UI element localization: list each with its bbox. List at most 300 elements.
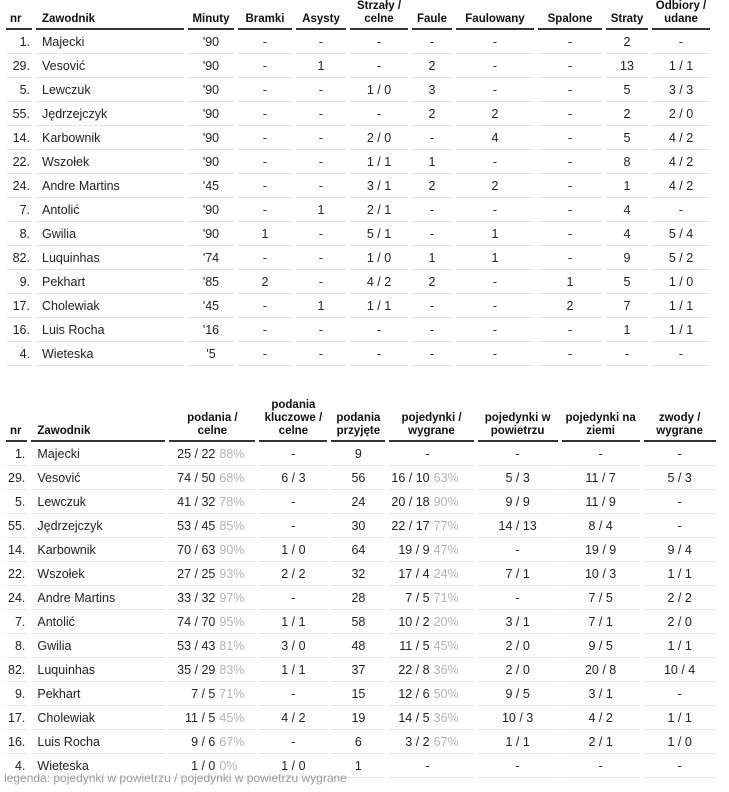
passes-percent: 93%	[219, 566, 245, 581]
shots-cell: 2 / 1	[348, 198, 410, 222]
passes-cell	[167, 730, 257, 754]
losses-cell: 4	[604, 222, 650, 246]
losses-cell: 2	[604, 102, 650, 126]
fouled-cell: 1	[454, 246, 536, 270]
player-name: Antolić	[29, 610, 167, 634]
ground-cell: 19 / 9	[560, 538, 642, 562]
table-row	[6, 318, 712, 342]
header-offsides: Spalone	[536, 0, 604, 29]
fouls-cell: 1	[410, 150, 454, 174]
player-nr: 17.	[6, 294, 34, 318]
tackles-cell: 3 / 3	[650, 78, 712, 102]
duels-value: 17 / 4	[398, 566, 430, 581]
offsides-cell: -	[536, 174, 604, 198]
table-row	[6, 610, 718, 634]
table-row	[6, 270, 712, 294]
passes-cell	[167, 634, 257, 658]
tackles-cell: 4 / 2	[650, 174, 712, 198]
key-passes-cell: -	[257, 730, 329, 754]
goals-cell: 1	[236, 222, 294, 246]
passes-value: 33 / 32	[177, 590, 216, 605]
aerial-cell: -	[476, 586, 560, 610]
dribbles-cell: 2 / 2	[642, 586, 718, 610]
offsides-cell: -	[536, 78, 604, 102]
player-nr: 5.	[6, 78, 34, 102]
offsides-cell: -	[536, 342, 604, 366]
duels-value: 22 / 17	[391, 518, 430, 533]
offsides-cell: 2	[536, 294, 604, 318]
losses-cell: -	[604, 342, 650, 366]
player-name: Andre Martins	[29, 586, 167, 610]
aerial-cell: -	[476, 441, 560, 466]
header-passes: podania / celne	[167, 398, 257, 441]
aerial-cell: 2 / 0	[476, 634, 560, 658]
shots-cell: 1 / 1	[348, 150, 410, 174]
passes-cell	[167, 610, 257, 634]
offsides-cell: 1	[536, 270, 604, 294]
received-cell: 58	[329, 610, 387, 634]
duels-percent: 36%	[433, 662, 459, 677]
duels-cell	[387, 730, 475, 754]
duels-value: 3 / 2	[405, 734, 430, 749]
header-fouled: Faulowany	[454, 0, 536, 29]
passes-percent: 83%	[219, 662, 245, 677]
minutes-cell: '45	[186, 294, 236, 318]
shots-cell: 5 / 1	[348, 222, 410, 246]
aerial-cell: 9 / 5	[476, 682, 560, 706]
minutes-cell: '74	[186, 246, 236, 270]
goals-cell: -	[236, 294, 294, 318]
assists-cell: 1	[294, 198, 348, 222]
losses-cell: 5	[604, 78, 650, 102]
dribbles-cell: 1 / 1	[642, 562, 718, 586]
minutes-cell: '90	[186, 198, 236, 222]
header-key-passes: podania kluczowe / celne	[257, 398, 329, 441]
received-cell: 64	[329, 538, 387, 562]
header-dribbles: zwody / wygrane	[642, 398, 718, 441]
dribbles-cell: 5 / 3	[642, 466, 718, 490]
shots-cell: 4 / 2	[348, 270, 410, 294]
tackles-cell: -	[650, 198, 712, 222]
losses-cell: 5	[604, 270, 650, 294]
offsides-cell: -	[536, 150, 604, 174]
tackles-cell: 1 / 0	[650, 270, 712, 294]
table-row	[6, 490, 718, 514]
fouls-cell: -	[410, 198, 454, 222]
key-passes-cell: 3 / 0	[257, 634, 329, 658]
duels-cell	[387, 490, 475, 514]
header-ground: pojedynki na ziemi	[560, 398, 642, 441]
aerial-cell: 10 / 3	[476, 706, 560, 730]
table-row	[6, 78, 712, 102]
fouls-cell: 3	[410, 78, 454, 102]
duels-cell	[387, 682, 475, 706]
header-minutes: Minuty	[186, 0, 236, 29]
fouled-cell: 1	[454, 222, 536, 246]
passing-header-row	[6, 398, 718, 441]
player-name: Karbownik	[34, 126, 186, 150]
fouls-cell: -	[410, 222, 454, 246]
assists-cell: 1	[294, 294, 348, 318]
player-name: Wieteska	[29, 754, 167, 778]
table-row	[6, 658, 718, 682]
received-cell: 28	[329, 586, 387, 610]
header-nr: nr	[6, 398, 29, 441]
table-row	[6, 294, 712, 318]
duels-percent: 50%	[433, 686, 459, 701]
fouls-cell: -	[410, 294, 454, 318]
player-nr: 55.	[6, 102, 34, 126]
player-name: Cholewiak	[29, 706, 167, 730]
duels-percent: 67%	[433, 734, 459, 749]
table-row	[6, 538, 718, 562]
duels-value: -	[425, 758, 430, 773]
dribbles-cell: -	[642, 682, 718, 706]
passes-value: 41 / 32	[177, 494, 216, 509]
legend-note: legenda: pojedynki w powietrzu / pojedynki w powietrzu wygrane	[4, 771, 347, 785]
fouls-cell: 2	[410, 174, 454, 198]
player-nr: 29.	[6, 466, 29, 490]
table-row	[6, 706, 718, 730]
header-losses: Straty	[604, 0, 650, 29]
losses-cell: 13	[604, 54, 650, 78]
goals-cell: -	[236, 246, 294, 270]
fouls-cell: -	[410, 342, 454, 366]
offsides-cell: -	[536, 126, 604, 150]
losses-cell: 1	[604, 318, 650, 342]
dribbles-cell: -	[642, 754, 718, 778]
minutes-cell: '90	[186, 78, 236, 102]
passes-value: 27 / 25	[177, 566, 216, 581]
passes-value: 35 / 29	[177, 662, 216, 677]
ground-cell: 7 / 5	[560, 586, 642, 610]
assists-cell: -	[294, 342, 348, 366]
player-nr: 9.	[6, 682, 29, 706]
ground-cell: 3 / 1	[560, 682, 642, 706]
duels-percent: 47%	[433, 542, 459, 557]
shots-cell: -	[348, 318, 410, 342]
received-cell: 6	[329, 730, 387, 754]
dribbles-cell: 9 / 4	[642, 538, 718, 562]
player-nr: 16.	[6, 730, 29, 754]
player-name: Wieteska	[34, 342, 186, 366]
passes-percent: 68%	[219, 470, 245, 485]
assists-cell: -	[294, 270, 348, 294]
header-received: podania przyjęte	[329, 398, 387, 441]
duels-cell	[387, 610, 475, 634]
duels-percent: 45%	[433, 638, 459, 653]
passes-percent: 78%	[219, 494, 245, 509]
offsides-cell: -	[536, 198, 604, 222]
header-tackles: Odbiory / udane	[650, 0, 712, 29]
duels-value: 12 / 6	[398, 686, 430, 701]
player-nr: 82.	[6, 246, 34, 270]
passes-cell	[167, 441, 257, 466]
passes-cell	[167, 706, 257, 730]
table-row	[6, 342, 712, 366]
player-name: Pekhart	[34, 270, 186, 294]
player-nr: 7.	[6, 198, 34, 222]
received-cell: 56	[329, 466, 387, 490]
goals-cell: -	[236, 78, 294, 102]
player-name: Lewczuk	[29, 490, 167, 514]
passes-percent: 67%	[219, 734, 245, 749]
passes-percent: 0%	[219, 758, 238, 773]
ground-cell: 2 / 1	[560, 730, 642, 754]
player-name: Cholewiak	[34, 294, 186, 318]
player-nr: 14.	[6, 538, 29, 562]
passes-value: 74 / 70	[177, 614, 216, 629]
received-cell: 19	[329, 706, 387, 730]
key-passes-cell: -	[257, 682, 329, 706]
ground-cell: 10 / 3	[560, 562, 642, 586]
passing-duels-table	[6, 398, 720, 778]
shots-cell: -	[348, 102, 410, 126]
dribbles-cell: -	[642, 514, 718, 538]
duels-cell	[387, 706, 475, 730]
fouled-cell: -	[454, 270, 536, 294]
passes-value: 53 / 43	[177, 638, 216, 653]
key-passes-cell: 1 / 0	[257, 538, 329, 562]
minutes-cell: '5	[186, 342, 236, 366]
fouled-cell: 4	[454, 126, 536, 150]
passes-cell	[167, 514, 257, 538]
passes-percent: 90%	[219, 542, 245, 557]
passes-cell	[167, 466, 257, 490]
fouled-cell: -	[454, 150, 536, 174]
header-goals: Bramki	[236, 0, 294, 29]
table-row	[6, 730, 718, 754]
duels-percent: 77%	[433, 518, 459, 533]
goals-cell: -	[236, 126, 294, 150]
shots-cell: -	[348, 29, 410, 54]
tackles-cell: 1 / 1	[650, 54, 712, 78]
table-row	[6, 466, 718, 490]
duels-value: 19 / 9	[398, 542, 430, 557]
passes-value: 1 / 0	[191, 758, 216, 773]
goals-cell: -	[236, 342, 294, 366]
goals-cell: -	[236, 102, 294, 126]
fouled-cell: -	[454, 294, 536, 318]
fouled-cell: -	[454, 54, 536, 78]
goals-cell: -	[236, 174, 294, 198]
passes-cell	[167, 562, 257, 586]
passes-cell	[167, 682, 257, 706]
losses-cell: 2	[604, 29, 650, 54]
received-cell: 24	[329, 490, 387, 514]
player-name: Gwilia	[34, 222, 186, 246]
player-nr: 14.	[6, 126, 34, 150]
fouled-cell: -	[454, 29, 536, 54]
duels-cell	[387, 466, 475, 490]
duels-value: -	[425, 446, 430, 461]
fouls-cell: -	[410, 126, 454, 150]
table-row	[6, 682, 718, 706]
aerial-cell: 1 / 1	[476, 730, 560, 754]
assists-cell: -	[294, 174, 348, 198]
tackles-cell: -	[650, 342, 712, 366]
goals-cell: 2	[236, 270, 294, 294]
player-name: Luis Rocha	[29, 730, 167, 754]
losses-cell: 4	[604, 198, 650, 222]
dribbles-cell: 1 / 0	[642, 730, 718, 754]
assists-cell: -	[294, 78, 348, 102]
minutes-cell: '90	[186, 126, 236, 150]
table-row	[6, 441, 718, 466]
tackles-cell: 5 / 4	[650, 222, 712, 246]
ground-cell: 20 / 8	[560, 658, 642, 682]
shots-cell: 2 / 0	[348, 126, 410, 150]
passes-cell	[167, 586, 257, 610]
passes-percent: 71%	[219, 686, 245, 701]
player-name: Vesović	[34, 54, 186, 78]
duels-cell	[387, 562, 475, 586]
key-passes-cell: -	[257, 441, 329, 466]
aerial-cell: 2 / 0	[476, 658, 560, 682]
tackles-cell: 1 / 1	[650, 318, 712, 342]
player-name: Karbownik	[29, 538, 167, 562]
ground-cell: -	[560, 754, 642, 778]
duels-cell	[387, 754, 475, 778]
key-passes-cell: 1 / 1	[257, 610, 329, 634]
fouled-cell: 2	[454, 174, 536, 198]
player-nr: 16.	[6, 318, 34, 342]
tackles-cell: 4 / 2	[650, 150, 712, 174]
fouled-cell: -	[454, 78, 536, 102]
duels-value: 14 / 5	[398, 710, 430, 725]
passes-cell	[167, 658, 257, 682]
player-name: Luis Rocha	[34, 318, 186, 342]
offsides-cell: -	[536, 318, 604, 342]
shots-cell: 1 / 1	[348, 294, 410, 318]
player-name: Vesović	[29, 466, 167, 490]
player-name: Antolić	[34, 198, 186, 222]
player-name: Wszołek	[34, 150, 186, 174]
table-row	[6, 562, 718, 586]
player-nr: 4.	[6, 342, 34, 366]
shots-cell: 1 / 0	[348, 78, 410, 102]
player-nr: 24.	[6, 586, 29, 610]
key-passes-cell: -	[257, 586, 329, 610]
header-assists: Asysty	[294, 0, 348, 29]
ground-cell: -	[560, 441, 642, 466]
received-cell: 1	[329, 754, 387, 778]
key-passes-cell: 6 / 3	[257, 466, 329, 490]
player-nr: 4.	[6, 754, 29, 778]
table-row	[6, 126, 712, 150]
assists-cell: -	[294, 222, 348, 246]
player-name: Pekhart	[29, 682, 167, 706]
duels-value: 7 / 5	[405, 590, 430, 605]
player-name: Jędrzejczyk	[34, 102, 186, 126]
passes-percent: 97%	[219, 590, 245, 605]
duels-cell	[387, 538, 475, 562]
passes-percent: 81%	[219, 638, 245, 653]
received-cell: 37	[329, 658, 387, 682]
losses-cell: 7	[604, 294, 650, 318]
fouls-cell: -	[410, 318, 454, 342]
player-nr: 9.	[6, 270, 34, 294]
aerial-cell: -	[476, 754, 560, 778]
fouled-cell: 2	[454, 102, 536, 126]
passes-value: 53 / 45	[177, 518, 216, 533]
fouled-cell: -	[454, 342, 536, 366]
player-name: Majecki	[34, 29, 186, 54]
fouls-cell: 1	[410, 246, 454, 270]
fouls-cell: -	[410, 29, 454, 54]
passes-cell	[167, 538, 257, 562]
duels-value: 11 / 5	[399, 638, 430, 653]
passes-value: 70 / 63	[177, 542, 216, 557]
shots-cell: -	[348, 54, 410, 78]
header-player: Zawodnik	[29, 398, 167, 441]
offsides-cell: -	[536, 102, 604, 126]
duels-percent: 24%	[433, 566, 459, 581]
duels-percent: 63%	[433, 470, 459, 485]
goals-cell: -	[236, 198, 294, 222]
minutes-cell: '90	[186, 222, 236, 246]
fouls-cell: 2	[410, 102, 454, 126]
aerial-cell: 9 / 9	[476, 490, 560, 514]
player-nr: 8.	[6, 634, 29, 658]
table-row	[6, 514, 718, 538]
header-aerial: pojedynki w powietrzu	[476, 398, 560, 441]
player-name: Andre Martins	[34, 174, 186, 198]
table-row	[6, 246, 712, 270]
player-nr: 17.	[6, 706, 29, 730]
key-passes-cell: 1 / 1	[257, 658, 329, 682]
player-nr: 22.	[6, 562, 29, 586]
table-row	[6, 54, 712, 78]
offsides-cell: -	[536, 29, 604, 54]
shots-cell: 3 / 1	[348, 174, 410, 198]
minutes-cell: '90	[186, 54, 236, 78]
table-row	[6, 102, 712, 126]
minutes-cell: '16	[186, 318, 236, 342]
duels-cell	[387, 514, 475, 538]
key-passes-cell: -	[257, 514, 329, 538]
match-stats-table	[6, 0, 714, 366]
duels-cell	[387, 658, 475, 682]
key-passes-cell: 2 / 2	[257, 562, 329, 586]
offsides-cell: -	[536, 246, 604, 270]
dribbles-cell: 1 / 1	[642, 706, 718, 730]
player-nr: 8.	[6, 222, 34, 246]
player-nr: 22.	[6, 150, 34, 174]
aerial-cell: -	[476, 538, 560, 562]
header-nr: nr	[6, 0, 34, 29]
player-nr: 24.	[6, 174, 34, 198]
ground-cell: 7 / 1	[560, 610, 642, 634]
assists-cell: -	[294, 318, 348, 342]
duels-value: 20 / 18	[391, 494, 430, 509]
tackles-cell: 2 / 0	[650, 102, 712, 126]
losses-cell: 9	[604, 246, 650, 270]
minutes-cell: '90	[186, 150, 236, 174]
assists-cell: -	[294, 126, 348, 150]
ground-cell: 4 / 2	[560, 706, 642, 730]
tackles-cell: 1 / 1	[650, 294, 712, 318]
duels-cell	[387, 441, 475, 466]
player-name: Gwilia	[29, 634, 167, 658]
passes-percent: 45%	[219, 710, 245, 725]
duels-value: 16 / 10	[391, 470, 430, 485]
aerial-cell: 3 / 1	[476, 610, 560, 634]
losses-cell: 5	[604, 126, 650, 150]
player-nr: 55.	[6, 514, 29, 538]
table-row	[6, 222, 712, 246]
passes-value: 9 / 6	[191, 734, 216, 749]
